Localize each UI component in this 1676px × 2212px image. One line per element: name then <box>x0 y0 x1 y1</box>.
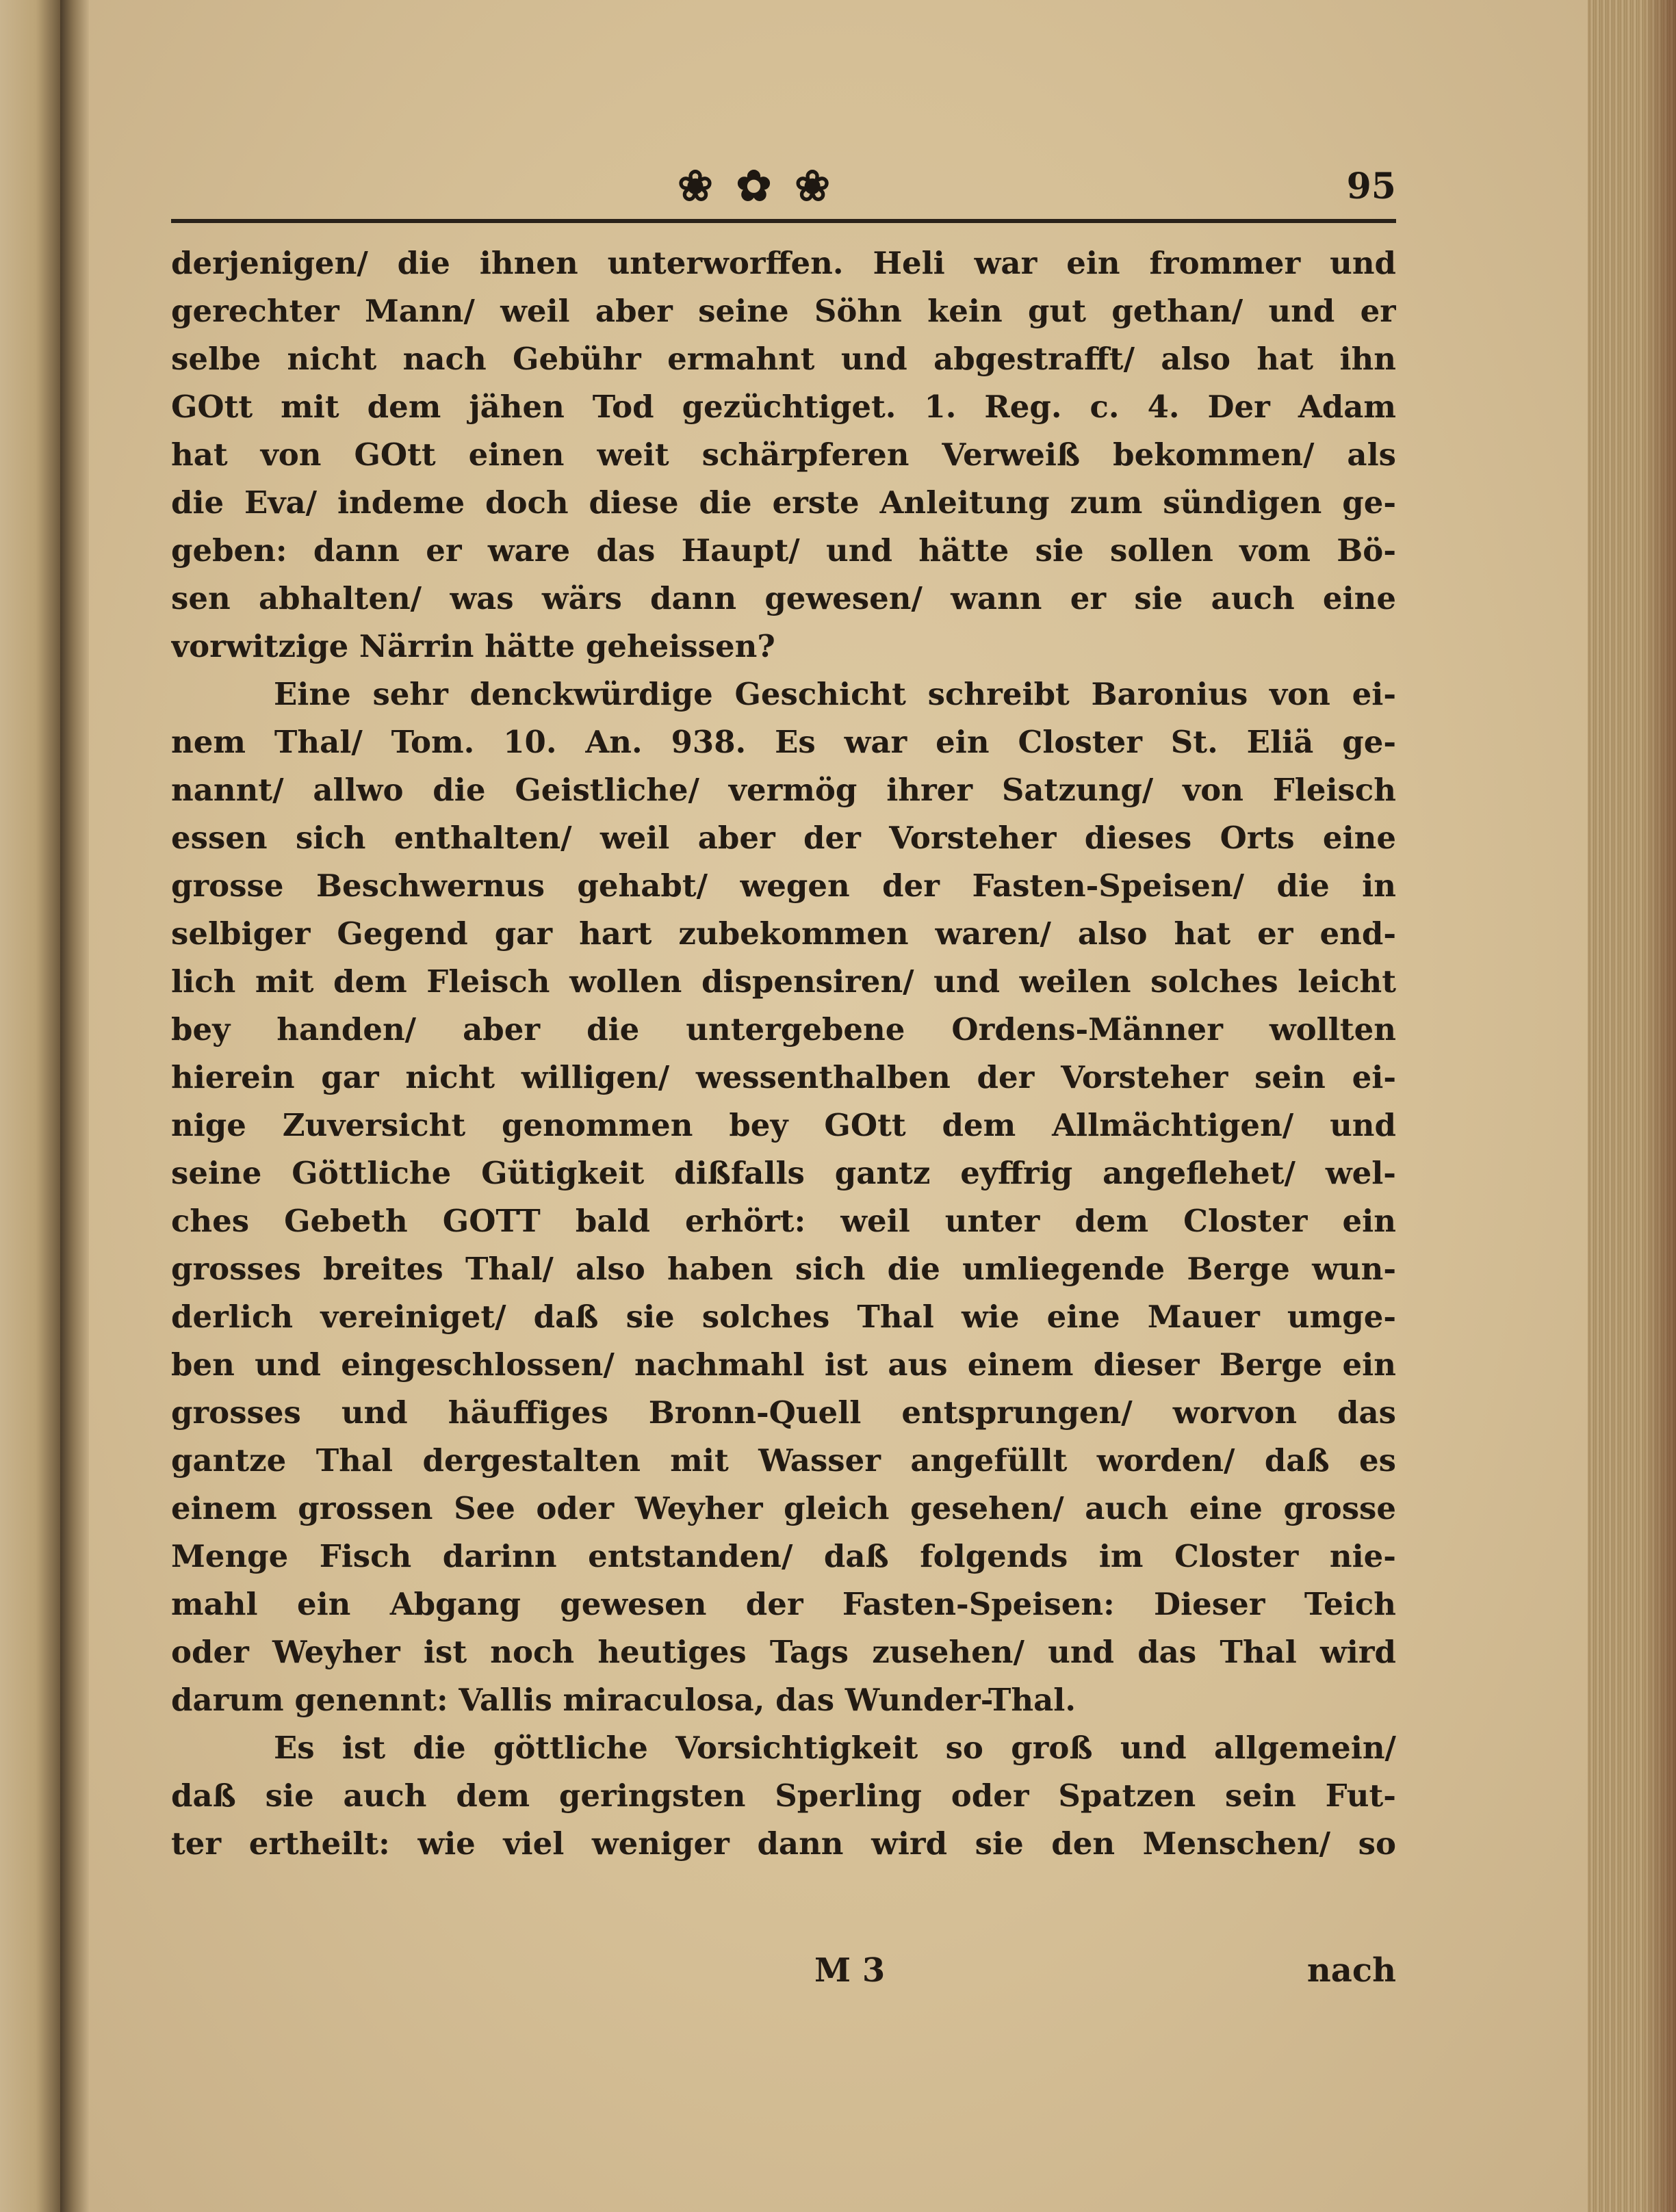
text-line: grosses und häuffiges Bronn-Quell entsprungen/ worvon das <box>171 1394 1396 1431</box>
signature-mark: M 3 <box>814 1951 886 1990</box>
page-footer <box>171 1943 1396 1998</box>
text-line: lich mit dem Fleisch wollen dispensiren/ und weilen solches leicht <box>171 963 1396 1000</box>
text-line: geben: dann er ware das Haupt/ und hätte sie sollen vom Bö- <box>171 532 1396 569</box>
text-line: hierein gar nicht willigen/ wessenthalben der Vorsteher sein ei- <box>171 1059 1396 1095</box>
page-block-shadow <box>1642 0 1676 2212</box>
text-line: ter ertheilt: wie viel weniger dann wird sie den Menschen/ so <box>171 1825 1396 1862</box>
text-line: seine Göttliche Gütigkeit dißfalls gantz eyffrig angeflehet/ wel- <box>171 1155 1396 1191</box>
text-line: die Eva/ indeme doch diese die erste Anleitung zum sündigen ge- <box>171 484 1396 521</box>
text-line: Es ist die göttliche Vorsichtigkeit so groß und allgemein/ <box>274 1730 1396 1766</box>
text-line: gantze Thal dergestalten mit Wasser angefüllt worden/ daß es <box>171 1442 1396 1479</box>
header-ornament: ❀ ✿ ❀ <box>678 161 835 211</box>
text-line: vorwitzige Närrin hätte geheissen? <box>171 628 775 664</box>
text-line: selbiger Gegend gar hart zubekommen waren/ also hat er end- <box>171 915 1396 952</box>
text-line: mahl ein Abgang gewesen der Fasten-Speisen: Dieser Teich <box>171 1586 1396 1622</box>
text-line: derjenigen/ die ihnen unterworffen. Heli war ein frommer und <box>171 245 1396 281</box>
text-line: hat von GOtt einen weit schärpferen Verweiß bekommen/ als <box>171 437 1396 473</box>
book-gutter <box>60 0 89 2212</box>
text-line: GOtt mit dem jähen Tod gezüchtiget. 1. Reg. c. 4. Der Adam <box>171 389 1396 425</box>
text-line: essen sich enthalten/ weil aber der Vorsteher dieses Orts eine <box>171 820 1396 856</box>
body-text <box>171 239 1396 1868</box>
text-line: einem grossen See oder Weyher gleich gesehen/ auch eine grosse <box>171 1490 1396 1526</box>
text-line: darum genennt: Vallis miraculosa, das Wunder-Thal. <box>171 1682 1076 1718</box>
text-line: daß sie auch dem geringsten Sperling oder Spatzen sein Fut- <box>171 1778 1396 1814</box>
text-line: Eine sehr denckwürdige Geschicht schreibt Baronius von ei- <box>274 676 1396 712</box>
catchword: nach <box>1306 1951 1396 1990</box>
text-line: gerechter Mann/ weil aber seine Söhn kein gut gethan/ und er <box>171 293 1396 329</box>
text-line: Menge Fisch darinn entstanden/ daß folgends im Closter nie- <box>171 1538 1396 1574</box>
text-line: nem Thal/ Tom. 10. An. 938. Es war ein Closter St. Eliä ge- <box>171 724 1396 760</box>
text-line: ches Gebeth GOTT bald erhört: weil unter dem Closter ein <box>171 1203 1396 1239</box>
text-line: nige Zuversicht genommen bey GOtt dem Allmächtigen/ und <box>171 1107 1396 1143</box>
text-line: ben und eingeschlossen/ nachmahl ist aus einem dieser Berge ein <box>171 1346 1396 1383</box>
text-line: derlich vereiniget/ daß sie solches Thal wie eine Mauer umge- <box>171 1299 1396 1335</box>
text-line: sen abhalten/ was wärs dann gewesen/ wann er sie auch eine <box>171 580 1396 616</box>
text-line: nannt/ allwo die Geistliche/ vermög ihrer Satzung/ von Fleisch <box>171 772 1396 808</box>
text-line: grosses breites Thal/ also haben sich die umliegende Berge wun- <box>171 1251 1396 1287</box>
text-line: grosse Beschwernus gehabt/ wegen der Fasten-Speisen/ die in <box>171 868 1396 904</box>
page-number: 95 <box>1346 166 1396 207</box>
text-line: oder Weyher ist noch heutiges Tags zusehen/ und das Thal wird <box>171 1634 1396 1670</box>
text-line: selbe nicht nach Gebühr ermahnt und abgestrafft/ also hat ihn <box>171 341 1396 377</box>
left-page-edge <box>0 0 60 2212</box>
header-rule <box>171 219 1396 223</box>
text-line: bey handen/ aber die untergebene Ordens-Männer wollten <box>171 1011 1396 1048</box>
page-header <box>171 159 1396 213</box>
